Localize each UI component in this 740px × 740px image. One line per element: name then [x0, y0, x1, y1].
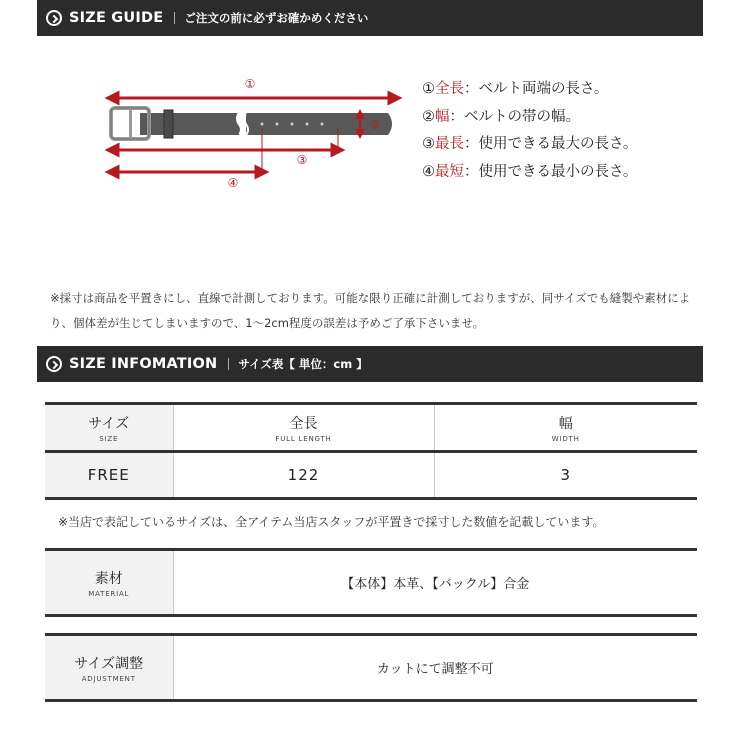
mark-3-label: ③ [296, 153, 308, 167]
divider [228, 358, 229, 370]
adjustment-label: サイズ調整 ADJUSTMENT [45, 635, 173, 701]
size-table-header-row [45, 404, 697, 452]
size-guide-header [37, 0, 703, 36]
size-guide-title: SIZE GUIDE [69, 10, 164, 26]
staff-measurement-note: ※当店で表記しているサイズは、全アイテム当店スタッフが平置きで採寸した数値を記載しています。 [58, 515, 605, 529]
size-table [45, 402, 697, 500]
size-info-subtitle: サイズ表【 単位：cm 】 [238, 357, 368, 371]
legend-item: ②幅：ベルトの帯の幅。 [422, 108, 580, 125]
table-row [45, 550, 697, 616]
belt-strap [140, 113, 392, 135]
legend-item: ③最長：使用できる最大の長さ。 [422, 136, 638, 152]
belt-keeper [164, 110, 173, 138]
material-value: 【本体】本革、【バックル】合金 [173, 550, 697, 616]
mark-2-label: ② [369, 118, 381, 132]
mark-1-label: ① [244, 77, 256, 91]
size-guide-subtitle: ご注文の前に必ずお確かめください [184, 11, 369, 25]
mark-4-label: ④ [227, 176, 239, 190]
table-row [45, 635, 697, 701]
header-full-length: 全長 FULL LENGTH [173, 404, 434, 452]
measurement-legend [422, 76, 637, 186]
chevron-right-circle-icon [46, 10, 62, 26]
legend-item: ①全長：ベルト両端の長さ。 [422, 81, 609, 97]
material-table [45, 548, 697, 617]
material-label: 素材 MATERIAL [45, 550, 173, 616]
belt-measurement-diagram [100, 70, 410, 195]
cell-size: FREE [45, 452, 173, 499]
header-width: 幅 WIDTH [434, 404, 697, 452]
adjustment-value: カットにて調整不可 [173, 635, 697, 701]
header-size: サイズ SIZE [45, 404, 173, 452]
cell-width: 3 [434, 452, 697, 499]
measurement-note: ※採寸は商品を平置きにし、直線で計測しております。可能な限り正確に計測しておりますが、同サイズでも縫製や素材により、個体差が生じてしまいますので、1〜2cm程度の誤差は予めご了承下さいませ。 [50, 291, 691, 330]
cell-full-length: 122 [173, 452, 434, 499]
size-info-title: SIZE INFOMATION [69, 356, 218, 372]
legend-item: ④最短：使用できる最小の長さ。 [422, 163, 638, 180]
adjustment-table [45, 633, 697, 702]
divider [174, 12, 175, 24]
chevron-right-circle-icon [46, 356, 62, 372]
size-info-header [37, 346, 703, 382]
table-row [45, 452, 697, 499]
